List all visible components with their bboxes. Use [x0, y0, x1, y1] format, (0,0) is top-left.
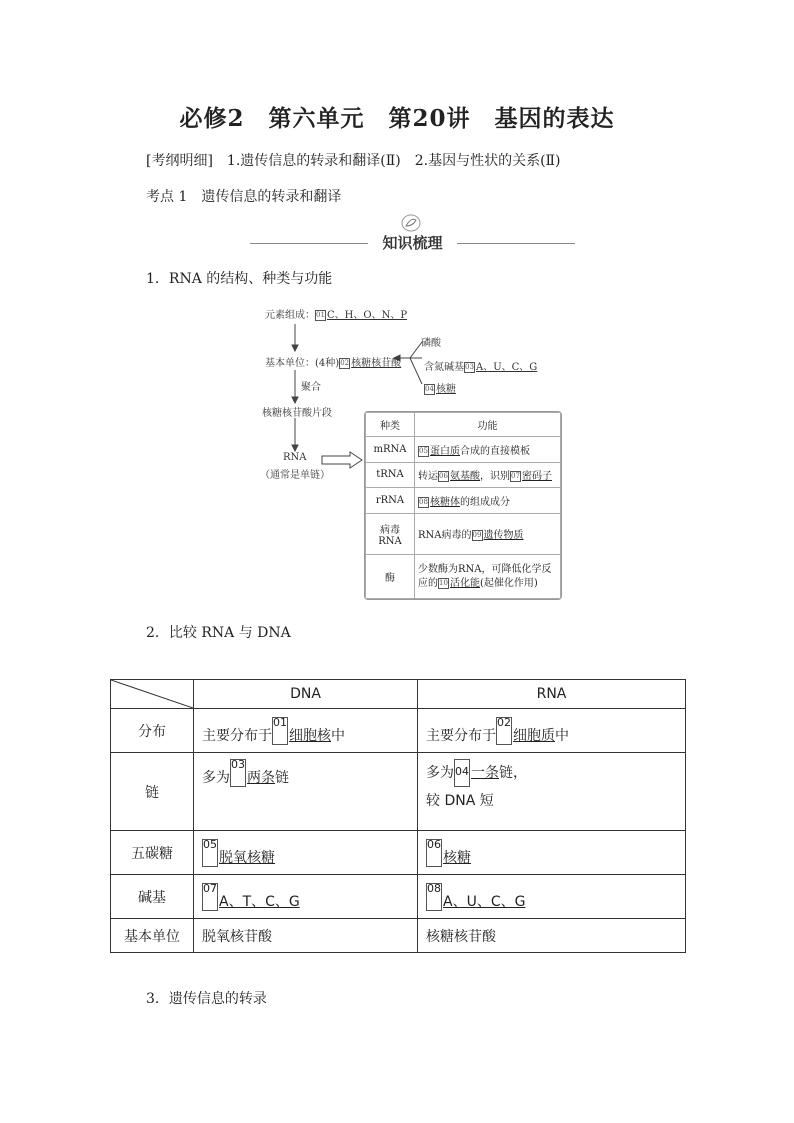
phosphate-label: 磷酸	[421, 338, 441, 349]
section-heading-2: 2．比较 RNA 与 DNA	[146, 625, 291, 641]
diagonal-line	[111, 680, 193, 708]
section-heading-3: 3．遗传信息的转录	[146, 991, 267, 1007]
rna-label: RNA	[283, 452, 307, 463]
sugar-row: 04 核糖	[425, 384, 456, 395]
table-row: 基本单位 脱氧核苷酸 核糖核苷酸	[111, 919, 686, 953]
compare-table	[110, 679, 686, 953]
elements-row: 元素组成：01 C、H、O、N、P	[265, 310, 408, 321]
point-heading: 考点 1 遗传信息的转录和翻译	[146, 189, 342, 205]
table-row: 分布 主要分布于 01 细胞核中 主要分布于 02 细胞质中	[111, 709, 686, 753]
table-row: tRNA 转运06 氨基酸，识别07 密码子	[366, 462, 561, 488]
polymer-label: 聚合	[301, 382, 321, 393]
rna-note: （通常是单链）	[260, 470, 330, 481]
table-row: 链 多为 03 两条链 多为 04 一条链， 较 DNA 短	[111, 753, 686, 831]
rna-function-table	[364, 411, 562, 600]
table-row: 五碳糖 05 脱氧核糖 06 核糖	[111, 831, 686, 875]
banner-text: 知识梳理	[382, 234, 443, 252]
banner-rule-right	[457, 243, 575, 244]
unit-row: 基本单位：(4种)02 核糖核苷酸	[265, 358, 402, 369]
table-row: 碱基 07 A、T、C、G 08 A、U、C、G	[111, 875, 686, 919]
syllabus-line: [考纲明细] 1.遗传信息的转录和翻译(Ⅱ) 2.基因与性状的关系(Ⅱ)	[146, 153, 561, 169]
table-head-function: 功能	[415, 413, 561, 437]
fragment-label: 核糖核苷酸片段	[262, 408, 332, 419]
col-header-dna: DNA	[194, 680, 418, 709]
col-header-rna: RNA	[418, 680, 686, 709]
page-title: 必修2 第六单元 第20讲 基因的表达	[179, 105, 615, 132]
section-heading-1: 1．RNA 的结构、种类与功能	[146, 271, 333, 287]
leaf-icon	[400, 214, 422, 232]
table-row: rRNA 08 核糖体的组成成分	[366, 488, 561, 514]
corner-cell	[111, 680, 194, 709]
knowledge-banner	[250, 214, 575, 258]
table-row: mRNA 05 蛋白质合成的直接模板	[366, 437, 561, 463]
base-row: 含氮碱基03 A、U、C、G	[424, 362, 538, 373]
table-head-kind: 种类	[366, 413, 415, 437]
table-row: 酶 少数酶为RNA，可降低化学反应的10 活化能(起催化作用)	[366, 555, 561, 599]
table-row: 病毒RNA RNA病毒的09 遗传物质	[366, 513, 561, 554]
